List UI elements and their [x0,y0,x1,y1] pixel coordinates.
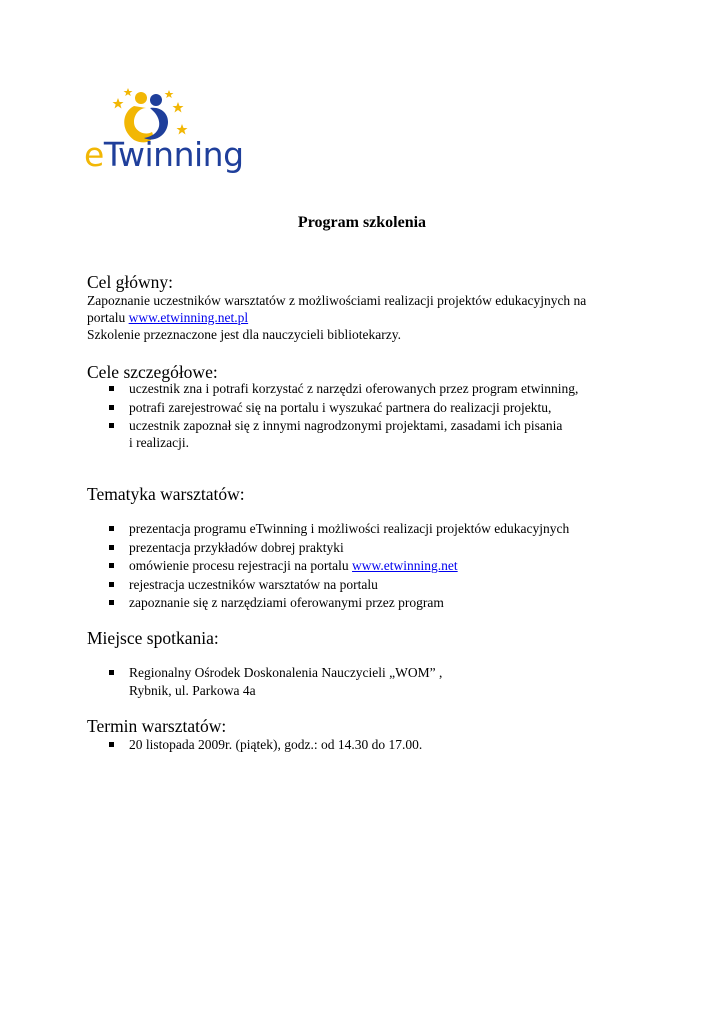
cele-szczegolowe-continuation: i realizacji. [129,435,189,450]
list-item: rejestracja uczestników warsztatów na portalu [87,576,647,595]
heading-cele-szczegolowe: Cele szczegółowe: [87,362,218,382]
heading-cel-glowny: Cel główny: [87,272,174,292]
etwinning-logo [84,86,244,178]
termin-list [87,736,647,755]
tematyka-list [87,520,647,613]
cel-glowny-line3: Szkolenie przeznaczone jest dla nauczycieli bibliotekarzy. [87,327,401,342]
list-item: Regionalny Ośrodek Doskonalenia Nauczycieli „WOM” , [87,664,647,683]
miejsce-list [87,664,647,683]
list-item: uczestnik zapoznał się z innymi nagrodzonymi projektami, zasadami ich pisania [87,417,647,436]
list-item: prezentacja programu eTwinning i możliwości realizacji projektów edukacyjnych [87,520,647,539]
etwinning-net-pl-link[interactable]: www.etwinning.net.pl [128,310,249,325]
page-title: Program szkolenia [297,214,427,231]
miejsce-address: Rybnik, ul. Parkowa 4a [129,683,256,698]
list-item: omówienie procesu rejestracji na portalu www.etwinning.net [87,557,647,576]
cel-glowny-line2: portalu www.etwinning.net.pl [87,310,249,325]
cel-glowny-text [87,292,647,343]
list-item: potrafi zarejestrować się na portalu i wyszukać partnera do realizacji projektu, [87,399,647,418]
list-item: 20 listopada 2009r. (piątek), godz.: od 14.30 do 17.00. [87,736,647,755]
heading-tematyka: Tematyka warsztatów: [87,484,245,504]
list-item: uczestnik zna i potrafi korzystać z narzędzi oferowanych przez program etwinning, [87,380,647,399]
cele-szczegolowe-list [87,380,647,436]
heading-miejsce: Miejsce spotkania: [87,628,219,648]
list-item: prezentacja przykładów dobrej praktyki [87,539,647,558]
list-item: zapoznanie się z narzędziami oferowanymi przez program [87,594,647,613]
logo-wordmark: eTwinning [84,135,244,174]
cel-glowny-line1: Zapoznanie uczestników warsztatów z możliwościami realizacji projektów edukacyjnych na [87,293,587,308]
heading-termin: Termin warsztatów: [87,716,227,736]
etwinning-net-link[interactable]: www.etwinning.net [352,558,458,573]
